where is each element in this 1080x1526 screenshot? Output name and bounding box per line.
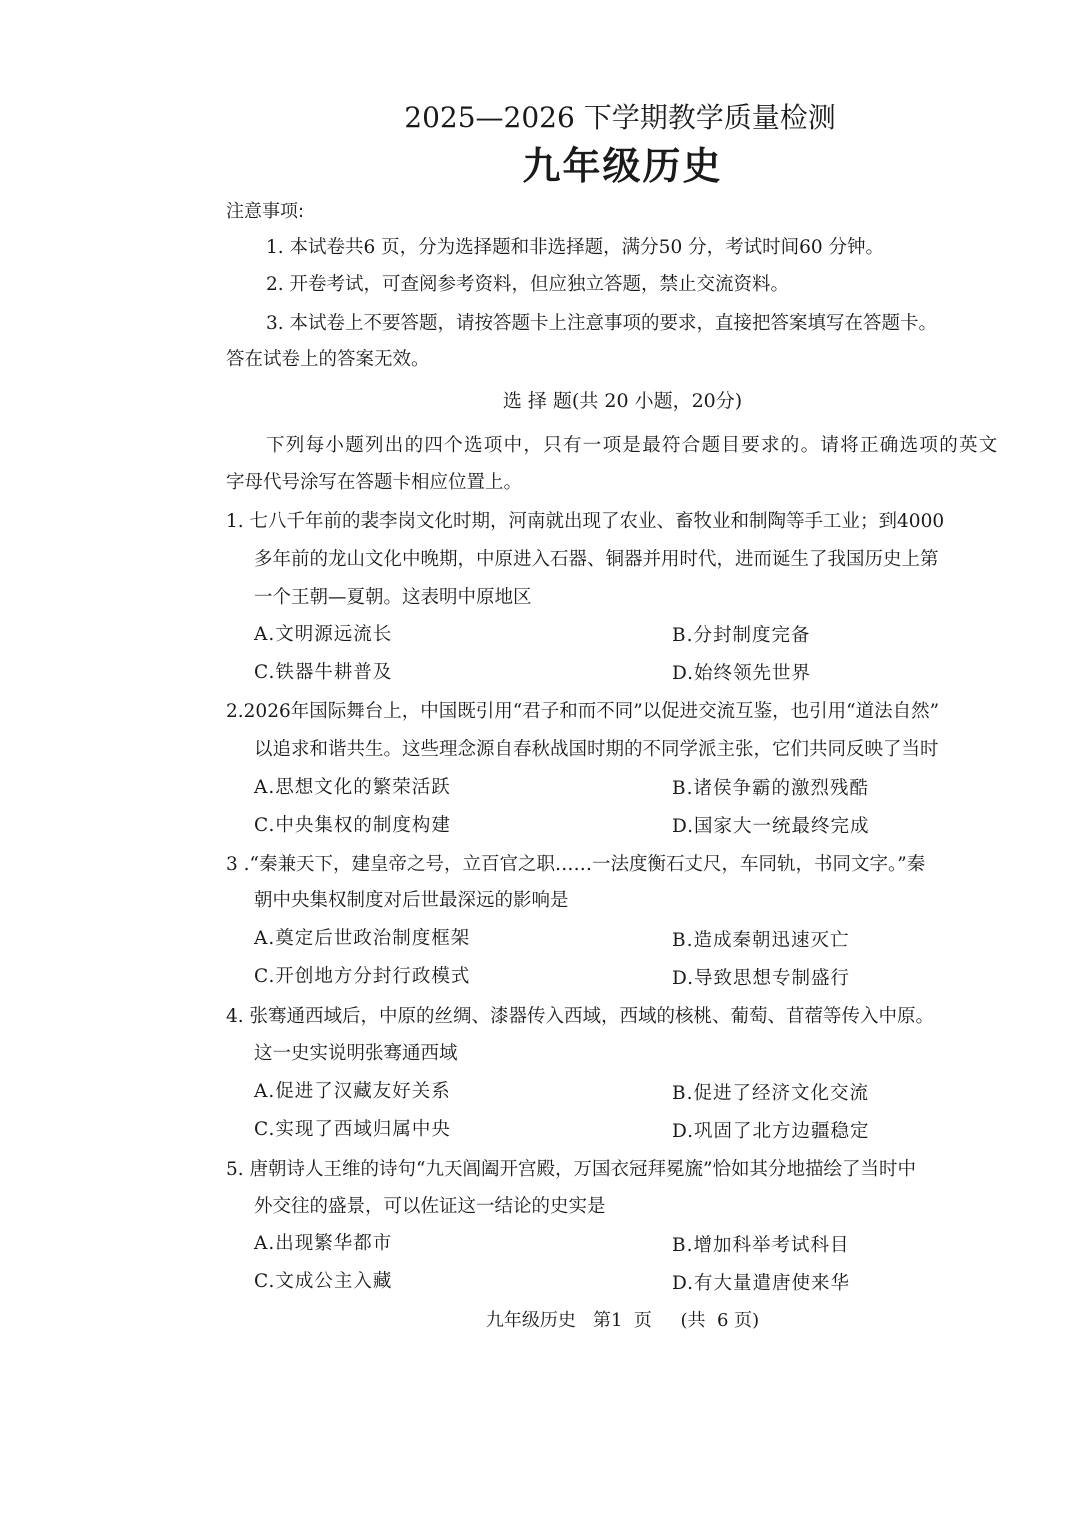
question-1-option-a: A.文明源远流长	[254, 624, 393, 645]
question-3-option-d: D.导致思想专制盛行	[672, 968, 851, 989]
page-footer: 九年级历史 第1 页 (共 6 页)	[485, 1310, 760, 1331]
section-instructions-2: 字母代号涂写在答题卡相应位置上。	[226, 472, 523, 493]
exam-title: 2025—2026 下学期教学质量检测	[404, 101, 836, 134]
question-2-option-d: D.国家大一统最终完成	[672, 816, 870, 837]
question-1-line-3: 一个王朝—夏朝。这表明中原地区	[254, 587, 532, 608]
question-3-option-b: B.造成秦朝迅速灭亡	[672, 930, 850, 951]
question-1-option-d: D.始终领先世界	[672, 663, 812, 684]
question-1-option-b: B.分封制度完备	[672, 625, 811, 646]
question-2-option-c: C.中央集权的制度构建	[254, 815, 451, 836]
question-4-line-1: 4. 张骞通西域后，中原的丝绸、漆器传入西域，西域的核桃、葡萄、苜蓿等传入中原。	[226, 1006, 935, 1027]
question-4-option-c: C.实现了西域归属中央	[254, 1119, 451, 1140]
notice-item-1: 1. 本试卷共6 页，分为选择题和非选择题，满分50 分，考试时间60 分钟。	[266, 237, 885, 258]
question-5-line-2: 外交往的盛景，可以佐证这一结论的史实是	[254, 1196, 606, 1217]
question-5-option-b: B.增加科举考试科目	[672, 1235, 850, 1256]
section-instructions-1: 下列每小题列出的四个选项中，只有一项是最符合题目要求的。请将正确选项的英文	[266, 435, 999, 456]
question-5-option-d: D.有大量遣唐使来华	[672, 1273, 851, 1294]
question-4-option-b: B.促进了经济文化交流	[672, 1083, 869, 1104]
question-2-line-2: 以追求和谐共生。这些理念源自春秋战国时期的不同学派主张，它们共同反映了当时	[254, 739, 939, 760]
question-5-line-1: 5. 唐朝诗人王维的诗句“九天阊阖开宫殿，万国衣冠拜冕旒”恰如其分地描绘了当时中	[226, 1159, 916, 1180]
question-1-option-c: C.铁器牛耕普及	[254, 662, 393, 683]
notice-heading: 注意事项:	[226, 201, 305, 222]
subject-title: 九年级历史	[522, 143, 723, 188]
section-title: 选 择 题(共 20 小题，20分)	[502, 390, 743, 412]
question-4-line-2: 这一史实说明张骞通西域	[254, 1043, 458, 1064]
question-4-option-a: A.促进了汉藏友好关系	[254, 1081, 451, 1102]
question-3-option-c: C.开创地方分封行政模式	[254, 966, 471, 987]
notice-item-3-cont: 答在试卷上的答案无效。	[226, 349, 430, 370]
question-3-line-1: 3 .“秦兼天下，建皇帝之号，立百官之职……一法度衡石丈尺，车同轨，书同文字。”秦	[226, 854, 926, 875]
question-3-line-2: 朝中央集权制度对后世最深远的影响是	[254, 890, 569, 911]
question-2-line-1: 2.2026年国际舞台上，中国既引用“君子和而不同”以促进交流互鉴，也引用“道法自然”	[226, 701, 940, 722]
notice-item-2: 2. 开卷考试，可查阅参考资料，但应独立答题，禁止交流资料。	[266, 274, 790, 295]
question-1-line-2: 多年前的龙山文化中晚期，中原进入石器、铜器并用时代，进而诞生了我国历史上第	[254, 549, 939, 570]
question-2-option-b: B.诸侯争霸的激烈残酷	[672, 778, 869, 799]
question-5-option-a: A.出现繁华都市	[254, 1233, 393, 1254]
question-5-option-c: C.文成公主入藏	[254, 1271, 393, 1292]
question-2-option-a: A.思想文化的繁荣活跃	[254, 777, 451, 798]
question-4-option-d: D.巩固了北方边疆稳定	[672, 1121, 870, 1142]
question-1-line-1: 1. 七八千年前的裴李岗文化时期，河南就出现了农业、畜牧业和制陶等手工业；到4000	[226, 511, 945, 532]
notice-item-3: 3. 本试卷上不要答题，请按答题卡上注意事项的要求，直接把答案填写在答题卡。	[266, 313, 938, 334]
question-3-option-a: A.奠定后世政治制度框架	[254, 928, 471, 949]
